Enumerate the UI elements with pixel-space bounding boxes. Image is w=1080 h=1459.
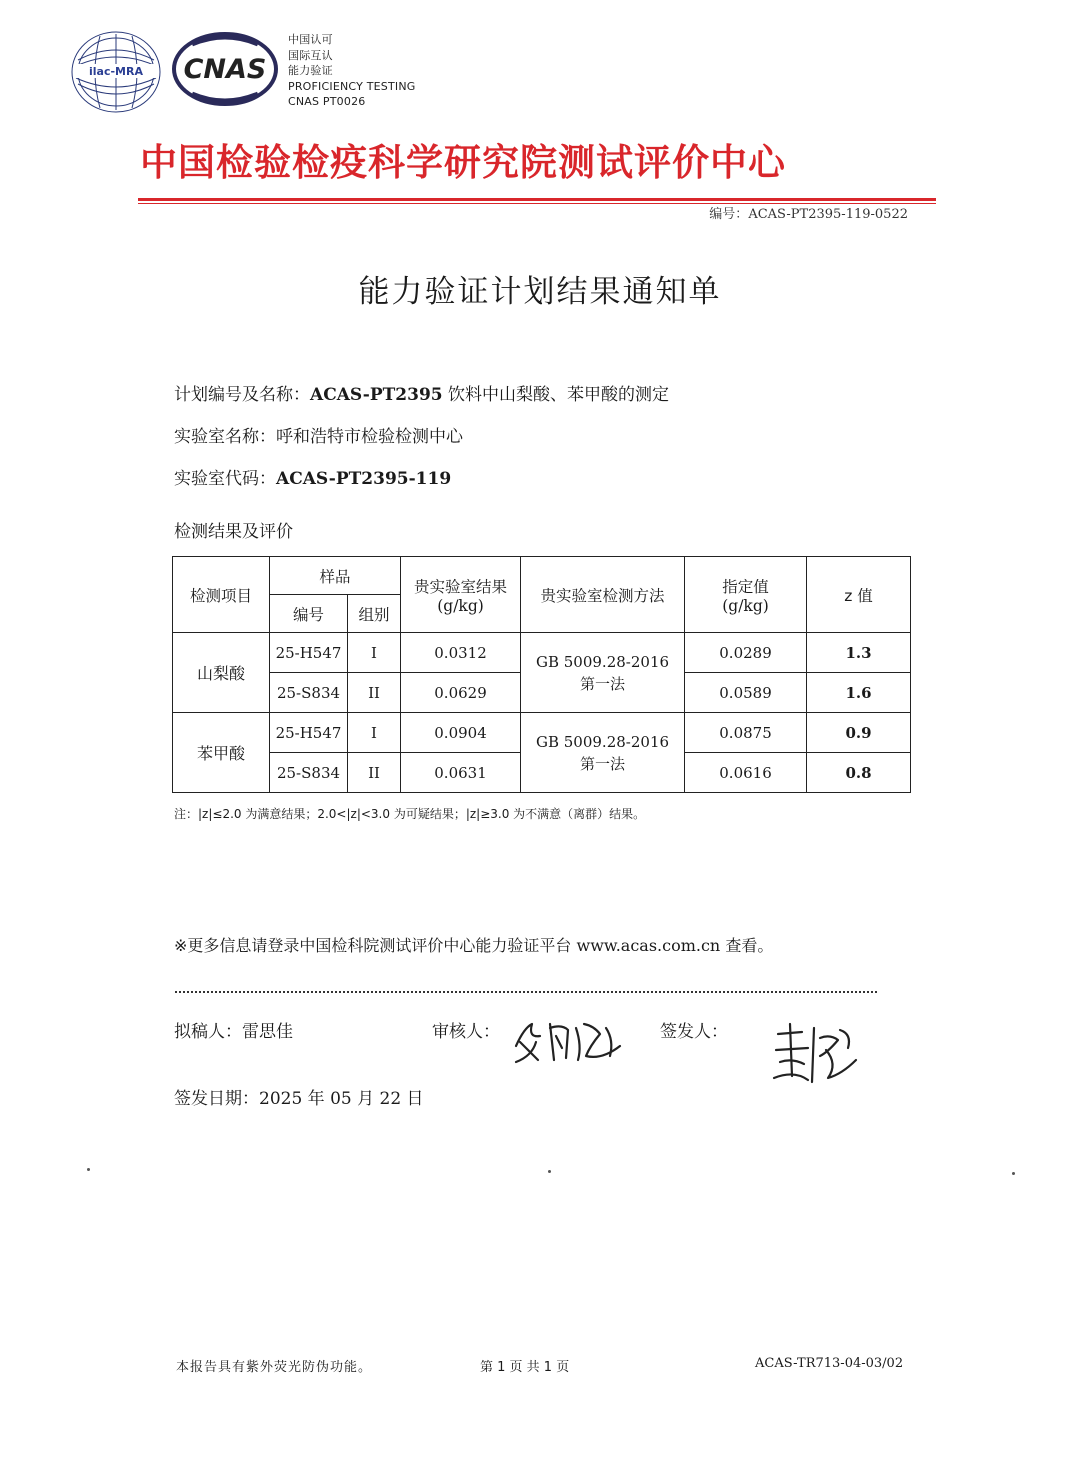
z-value: 1.3 bbox=[807, 633, 911, 673]
results-table bbox=[172, 556, 911, 793]
organization-title: 中国检验检疫科学研究院测试评价中心 bbox=[140, 141, 786, 184]
assigned-value: 0.0289 bbox=[685, 633, 807, 673]
serial-number bbox=[640, 203, 908, 222]
platform-link[interactable]: www.acas.com.cn bbox=[576, 936, 721, 955]
accreditation-line: 国际互认 bbox=[288, 48, 333, 62]
assigned-value: 0.0875 bbox=[685, 713, 807, 753]
cnas-logo bbox=[172, 32, 278, 106]
reviewer-label: 审核人： bbox=[432, 1022, 500, 1042]
issue-date-label: 签发日期： bbox=[174, 1089, 259, 1109]
section-title: 检测结果及评价 bbox=[174, 522, 293, 542]
accreditation-line: 能力验证 bbox=[288, 64, 333, 77]
header-lab-result: 贵实验室结果 (g/kg) bbox=[401, 557, 521, 633]
header-method: 贵实验室检测方法 bbox=[521, 557, 685, 633]
table-header-row bbox=[173, 557, 911, 595]
sample-no: 25-H547 bbox=[270, 713, 348, 753]
header-sample: 样品 bbox=[270, 557, 401, 595]
analyte-name: 山梨酸 bbox=[173, 633, 270, 713]
accreditation-info bbox=[288, 32, 415, 110]
dotted-divider bbox=[175, 991, 877, 993]
method: GB 5009.28-2016 第一法 bbox=[521, 713, 685, 793]
z-value: 0.9 bbox=[807, 713, 911, 753]
scan-speck bbox=[548, 1170, 551, 1173]
analyte-name: 苯甲酸 bbox=[173, 713, 270, 793]
scan-speck bbox=[1012, 1172, 1015, 1175]
table-row bbox=[173, 633, 911, 673]
issue-date bbox=[174, 1084, 424, 1109]
serial-value: ACAS-PT2395-119-0522 bbox=[748, 207, 908, 222]
accreditation-line: CNAS PT0026 bbox=[288, 95, 366, 108]
more-info-suffix: 查看。 bbox=[720, 936, 774, 955]
accreditation-line: 中国认可 bbox=[288, 33, 333, 46]
issue-date-value: 2025 年 05 月 22 日 bbox=[259, 1089, 424, 1109]
lab-name-label: 实验室名称： bbox=[174, 427, 276, 447]
cnas-logo-text: CNAS bbox=[183, 54, 267, 85]
sample-no: 25-H547 bbox=[270, 633, 348, 673]
document-title: 能力验证计划结果通知单 bbox=[358, 274, 722, 310]
header-item: 检测项目 bbox=[173, 557, 270, 633]
reviewer-signature bbox=[510, 1016, 630, 1066]
header-z: z 值 bbox=[807, 557, 911, 633]
lab-result: 0.0904 bbox=[401, 713, 521, 753]
more-info bbox=[174, 933, 773, 956]
header-assigned: 指定值 (g/kg) bbox=[685, 557, 807, 633]
lab-code-info bbox=[174, 464, 451, 489]
lab-name-info bbox=[174, 422, 463, 447]
lab-name: 呼和浩特市检验检测中心 bbox=[276, 427, 463, 447]
sample-no: 25-S834 bbox=[270, 753, 348, 793]
scan-speck bbox=[87, 1168, 90, 1171]
lab-result: 0.0629 bbox=[401, 673, 521, 713]
plan-info bbox=[174, 380, 669, 405]
serial-label: 编号： bbox=[709, 207, 749, 222]
evaluation-note: 注：|z|≤2.0 为满意结果；2.0<|z|<3.0 为可疑结果；|z|≥3.0 为不满意（离群）结果。 bbox=[174, 807, 646, 821]
page-number: 第 1 页 共 1 页 bbox=[480, 1360, 570, 1375]
header-sample-no: 编号 bbox=[270, 595, 348, 633]
ilac-logo-text: ilac-MRA bbox=[89, 65, 143, 78]
lab-code: ACAS-PT2395-119 bbox=[276, 469, 452, 489]
plan-label: 计划编号及名称： bbox=[174, 385, 310, 405]
z-value: 1.6 bbox=[807, 673, 911, 713]
drafter bbox=[174, 1017, 293, 1042]
plan-code: ACAS-PT2395 bbox=[310, 385, 443, 405]
anti-counterfeit-note: 本报告具有紫外荧光防伪功能。 bbox=[176, 1360, 373, 1375]
issuer-label: 签发人： bbox=[660, 1022, 728, 1042]
table-row bbox=[173, 713, 911, 753]
more-info-text: ※更多信息请登录中国检科院测试评价中心能力验证平台 bbox=[174, 936, 577, 955]
header-divider bbox=[138, 198, 936, 201]
lab-result: 0.0312 bbox=[401, 633, 521, 673]
plan-name: 饮料中山梨酸、苯甲酸的测定 bbox=[442, 385, 670, 405]
form-code: ACAS-TR713-04-03/02 bbox=[755, 1356, 904, 1371]
ilac-mra-logo bbox=[70, 30, 162, 114]
group: II bbox=[348, 753, 401, 793]
method: GB 5009.28-2016 第一法 bbox=[521, 633, 685, 713]
group: I bbox=[348, 713, 401, 753]
z-value: 0.8 bbox=[807, 753, 911, 793]
lab-result: 0.0631 bbox=[401, 753, 521, 793]
group: II bbox=[348, 673, 401, 713]
assigned-value: 0.0589 bbox=[685, 673, 807, 713]
lab-code-label: 实验室代码： bbox=[174, 469, 276, 489]
sample-no: 25-S834 bbox=[270, 673, 348, 713]
drafter-name: 雷思佳 bbox=[242, 1022, 293, 1042]
accreditation-line: PROFICIENCY TESTING bbox=[288, 79, 416, 93]
assigned-value: 0.0616 bbox=[685, 753, 807, 793]
issuer-signature bbox=[768, 1020, 864, 1090]
group: I bbox=[348, 633, 401, 673]
header-group: 组别 bbox=[348, 595, 401, 633]
drafter-label: 拟稿人： bbox=[174, 1022, 242, 1042]
